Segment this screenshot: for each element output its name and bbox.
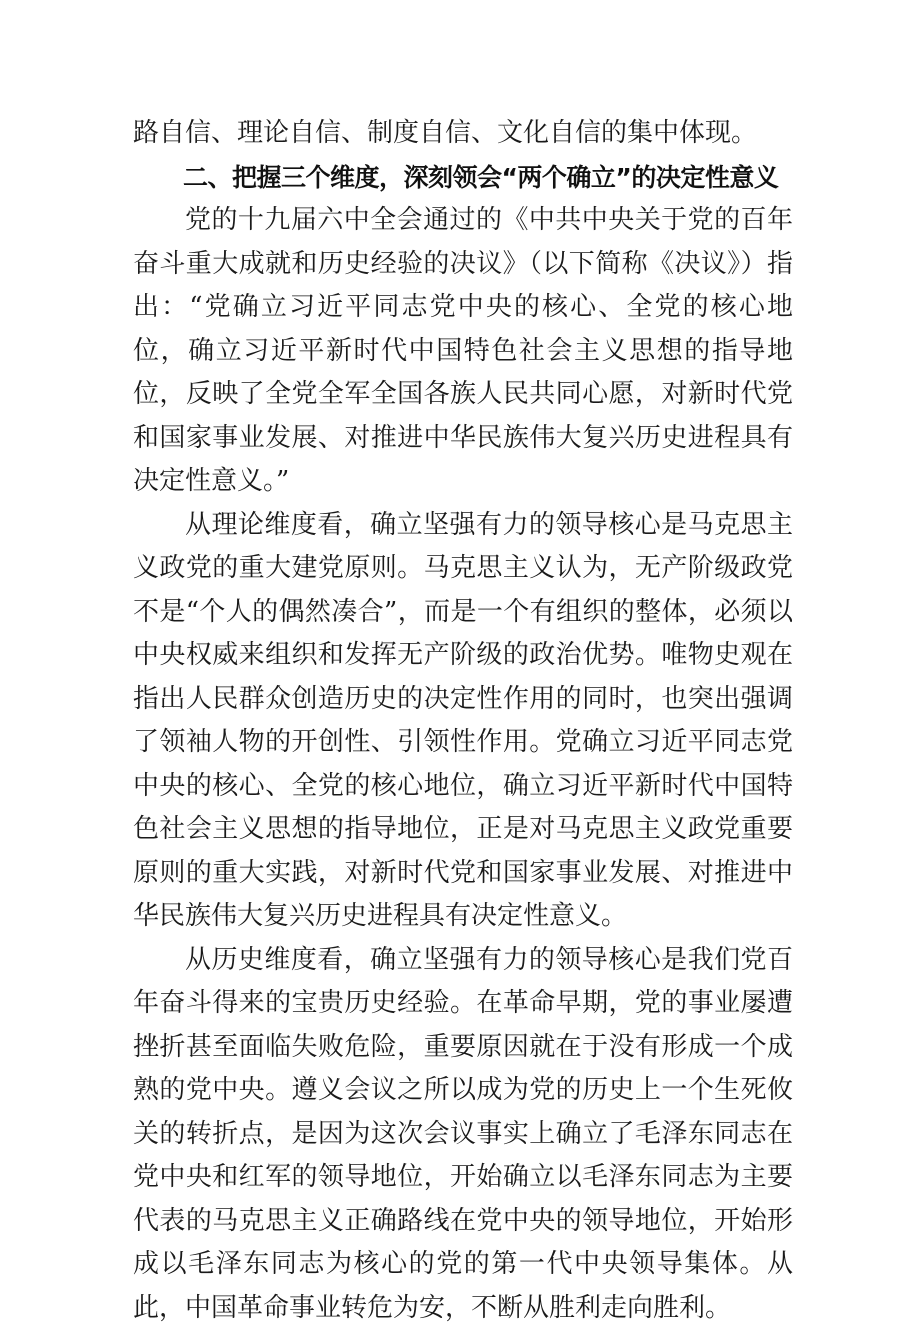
- section-heading: 二、把握三个维度，深刻领会“两个确立”的决定性意义: [133, 156, 793, 200]
- continuation-paragraph: 路自信、理论自信、制度自信、文化自信的集中体现。: [133, 112, 793, 156]
- paragraph-theoretical-dimension: 从理论维度看，确立坚强有力的领导核心是马克思主义政党的重大建党原则。马克思主义认为，无产阶级政党不是“个人的偶然凑合”，而是一个有组织的整体，必须以中央权威来组织和发挥无产阶级的政治优势。唯物史观在指出人民群众创造历史的决定性作用的同时，也突出强调了领袖人物的开创性、引领性作用。党确立习近平同志党中央的核心、全党的核心地位，确立习近平新时代中国特色社会主义思想的指导地位，正是对马克思主义政党重要原则的重大实践，对新时代党和国家事业发展、对推进中华民族伟大复兴历史进程具有决定性意义。: [133, 504, 793, 939]
- paragraph-historical-dimension: 从历史维度看，确立坚强有力的领导核心是我们党百年奋斗得来的宝贵历史经验。在革命早期，党的事业屡遭挫折甚至面临失败危险，重要原因就在于没有形成一个成熟的党中央。遵义会议之所以成为党的历史上一个生死攸关的转折点，是因为这次会议事实上确立了毛泽东同志在党中央和红军的领导地位，开始确立以毛泽东同志为主要代表的马克思主义正确路线在党中央的领导地位，开始形成以毛泽东同志为核心的党的第一代中央领导集体。从此，中国革命事业转危为安，不断从胜利走向胜利。: [133, 939, 793, 1330]
- paragraph-resolution-quote: 党的十九届六中全会通过的《中共中央关于党的百年奋斗重大成就和历史经验的决议》（以下简称《决议》）指出：“党确立习近平同志党中央的核心、全党的核心地位，确立习近平新时代中国特色社会主义思想的指导地位，反映了全党全军全国各族人民共同心愿，对新时代党和国家事业发展、对推进中华民族伟大复兴历史进程具有决定性意义。”: [133, 199, 793, 504]
- document-body: [133, 112, 793, 1330]
